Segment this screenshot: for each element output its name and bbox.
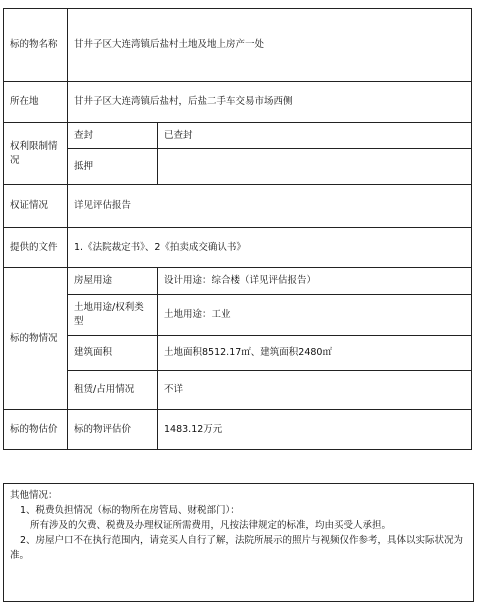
notes-item-1: 1、税费负担情况（标的物所在房管局、财税部门）： bbox=[20, 505, 240, 516]
row-lease bbox=[4, 371, 472, 410]
value-land-use: 土地用途：工业 bbox=[158, 295, 472, 336]
property-info-table bbox=[3, 8, 472, 450]
label-location: 所在地 bbox=[4, 82, 68, 123]
label-valuation: 标的物估价 bbox=[4, 410, 68, 450]
sub-label-usage: 房屋用途 bbox=[68, 268, 158, 295]
row-rights-seal bbox=[4, 123, 472, 149]
other-notes bbox=[3, 483, 474, 602]
sub-label-lease: 租赁/占用情况 bbox=[68, 371, 158, 410]
row-land-use bbox=[4, 295, 472, 336]
value-usage: 设计用途：综合楼（详见评估报告） bbox=[158, 268, 472, 295]
value-valuation: 1483.12万元 bbox=[158, 410, 472, 450]
label-condition: 标的物情况 bbox=[4, 268, 68, 410]
sub-label-seal: 查封 bbox=[68, 123, 158, 149]
notes-title: 其他情况： bbox=[10, 490, 58, 501]
label-documents: 提供的文件 bbox=[4, 228, 68, 268]
row-documents bbox=[4, 228, 472, 268]
label-certificate: 权证情况 bbox=[4, 185, 68, 228]
notes-item-2-cont: 准。 bbox=[10, 550, 30, 561]
row-area bbox=[4, 336, 472, 371]
value-certificate: 详见评估报告 bbox=[68, 185, 472, 228]
sub-label-area: 建筑面积 bbox=[68, 336, 158, 371]
value-seal: 已查封 bbox=[158, 123, 472, 149]
value-lease: 不详 bbox=[158, 371, 472, 410]
row-name bbox=[4, 9, 472, 82]
notes-item-1-detail: 所有涉及的欠费、税费及办理权证所需费用，凡按法律规定的标准，均由买受人承担。 bbox=[30, 520, 392, 531]
label-name: 标的物名称 bbox=[4, 9, 68, 82]
label-rights: 权利限制情况 bbox=[4, 123, 68, 185]
value-name: 甘井子区大连湾镇后盐村土地及地上房产一处 bbox=[68, 9, 472, 82]
value-location: 甘井子区大连湾镇后盐村，后盐二手车交易市场西侧 bbox=[68, 82, 472, 123]
value-area: 土地面积8512.17㎡、建筑面积2480㎡ bbox=[158, 336, 472, 371]
value-mortgage bbox=[158, 149, 472, 185]
sub-label-land-use: 土地用途/权利类型 bbox=[68, 295, 158, 336]
row-valuation bbox=[4, 410, 472, 450]
sub-label-mortgage: 抵押 bbox=[68, 149, 158, 185]
row-usage bbox=[4, 268, 472, 295]
row-certificate bbox=[4, 185, 472, 228]
row-location bbox=[4, 82, 472, 123]
row-rights-mortgage bbox=[4, 149, 472, 185]
sub-label-valuation: 标的物评估价 bbox=[68, 410, 158, 450]
value-documents: 1.《法院裁定书》、2《拍卖成交确认书》 bbox=[68, 228, 472, 268]
notes-item-2: 2、房屋户口不在执行范围内，请竞买人自行了解，法院所展示的照片与视频仅作参考，具体以实际状况为 bbox=[20, 535, 464, 546]
